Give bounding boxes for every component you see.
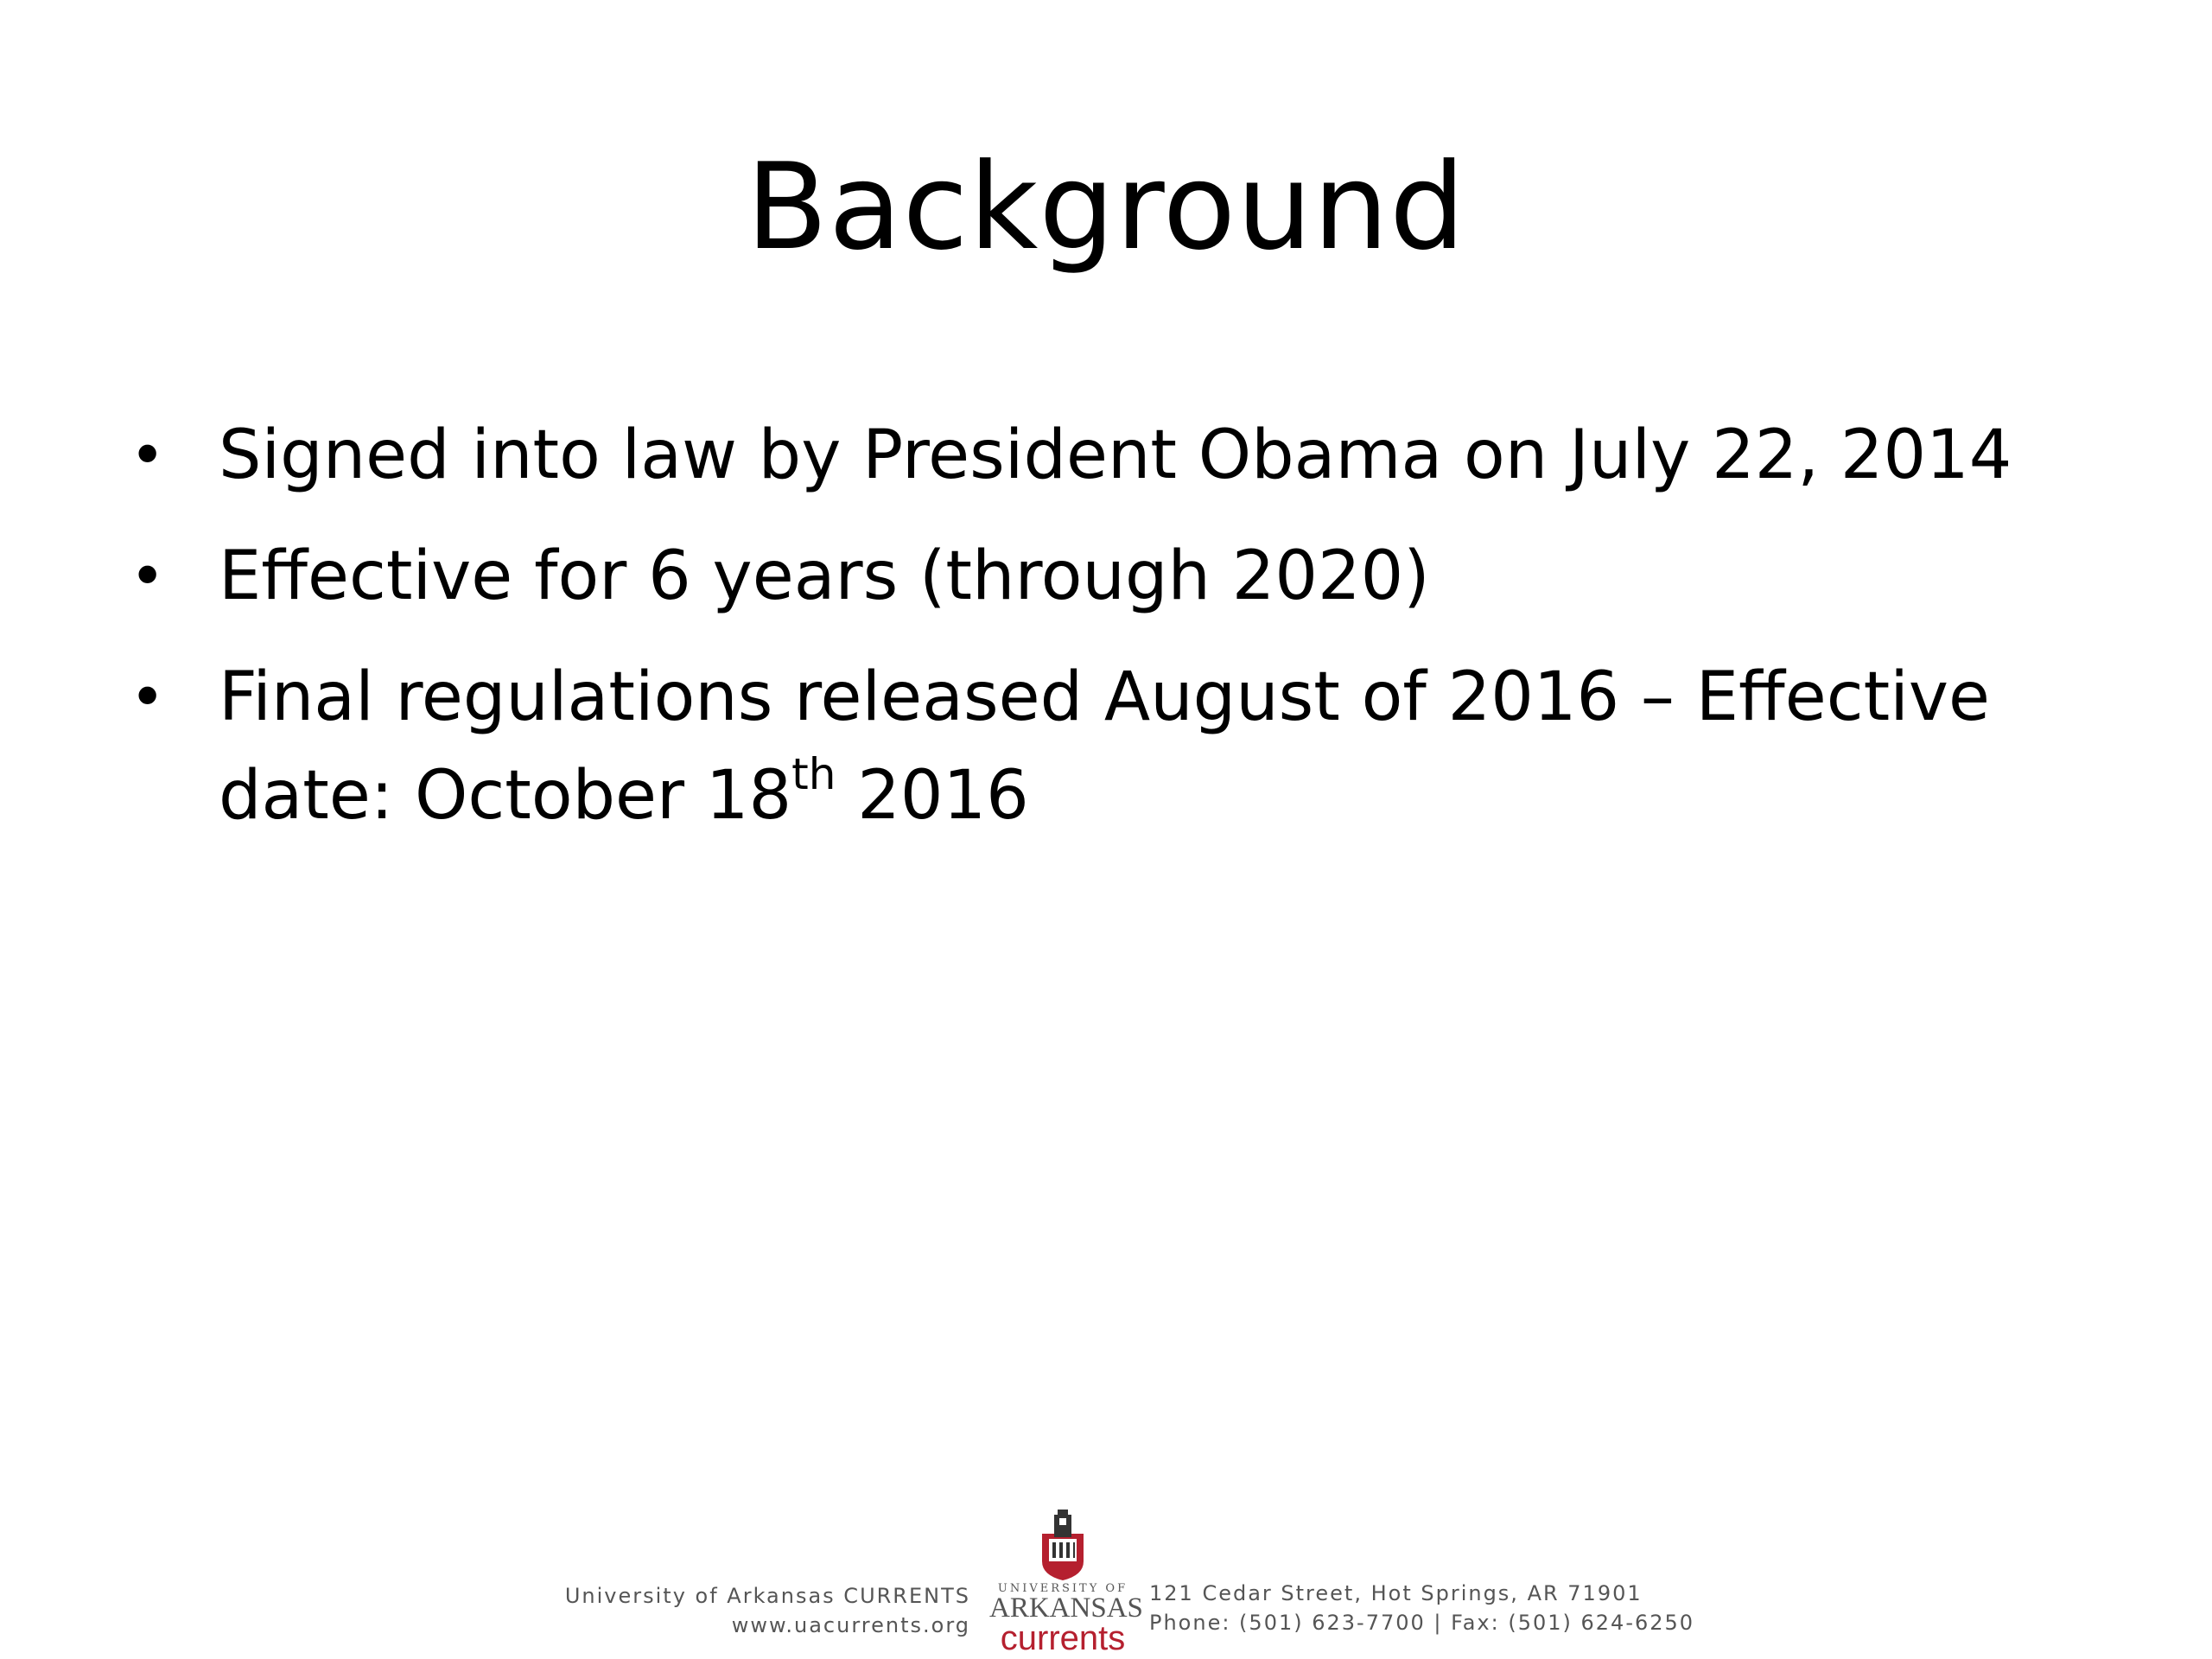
footer (0, 1499, 2212, 1659)
university-logo (989, 1499, 1143, 1659)
slide-title: Background (746, 137, 1466, 276)
footer-contact-block (1149, 1579, 1694, 1637)
bullet-dot-icon: • (130, 662, 166, 733)
ordinal-superscript: th (791, 749, 836, 799)
bullet-dot-icon: • (130, 420, 166, 491)
bullet-text: Effective for 6 years (through 2020) (219, 537, 1430, 615)
bullet-text-main: Final regulations released August of 2016 – Effective date: October 18 (219, 658, 1991, 835)
bullet-text: Signed into law by President Obama on July 22, 2014 (219, 416, 2012, 494)
footer-address: 121 Cedar Street, Hot Springs, AR 71901 (1149, 1581, 1643, 1605)
bullet-list (130, 406, 2074, 868)
bullet-text-tail: 2016 (836, 757, 1029, 835)
bullet-item (130, 406, 2074, 505)
footer-org-block (565, 1581, 970, 1640)
footer-phone-fax: Phone: (501) 623-7700 | Fax: (501) 624-6250 (1149, 1611, 1695, 1635)
footer-org-name: University of Arkansas CURRENTS (564, 1584, 970, 1608)
logo-currents: currents (1000, 1619, 1126, 1657)
bullet-dot-icon: • (130, 541, 166, 612)
bullet-item (130, 648, 2074, 845)
logo-arkansas: ARKANSAS (989, 1592, 1143, 1624)
footer-website: www.uacurrents.org (731, 1613, 970, 1637)
old-main-tower-emblem-icon (1039, 1508, 1087, 1580)
bullet-text (219, 658, 1990, 835)
bullet-item (130, 527, 2074, 626)
logo-university-of: UNIVERSITY OF (997, 1582, 1128, 1595)
